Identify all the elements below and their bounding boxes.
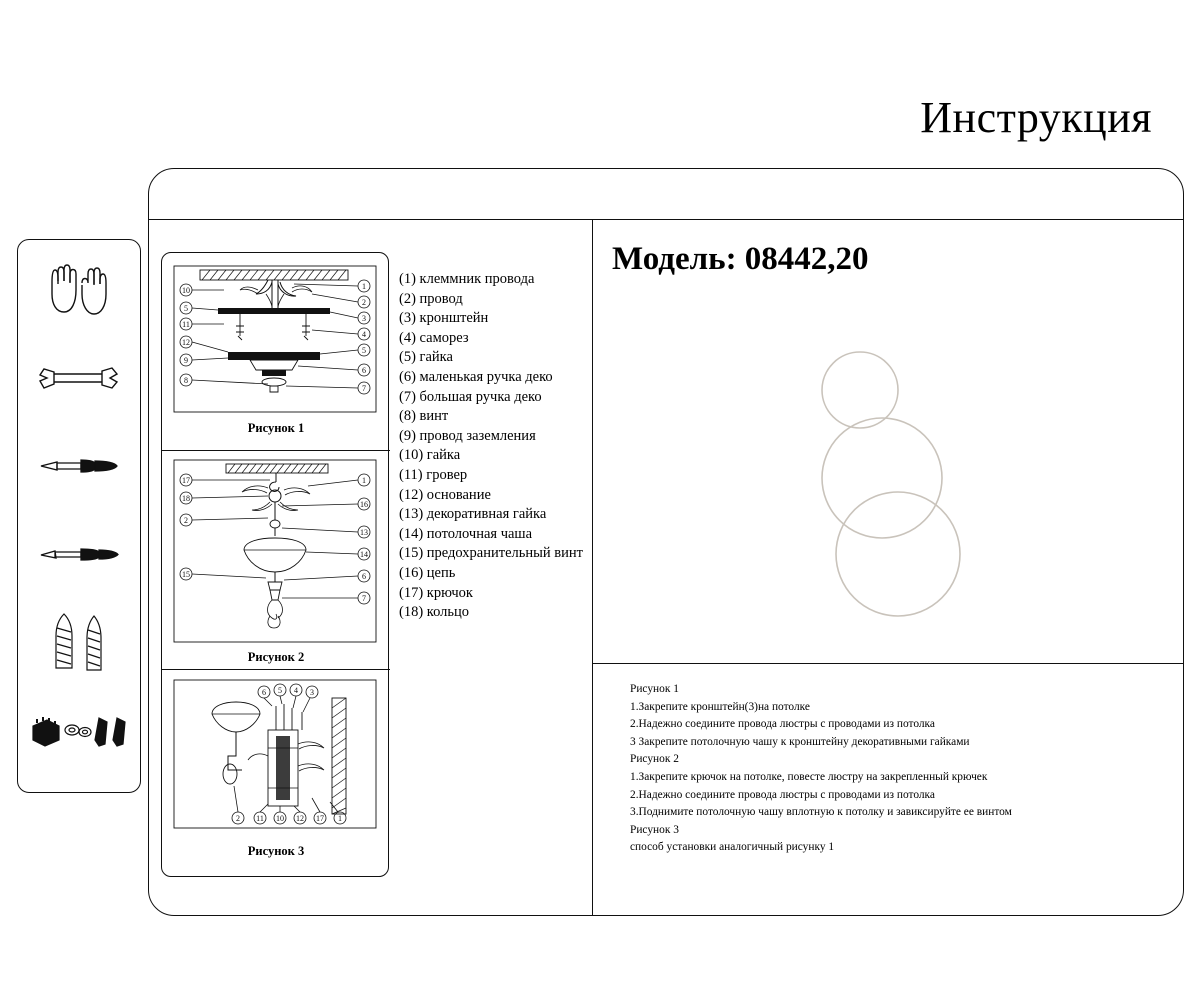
parts-legend xyxy=(399,270,585,623)
frame-top-rule xyxy=(148,219,1184,220)
instruction-line: 3.Поднимите потолочную чашу вплотную к потолку и завиксируйте ее винтом xyxy=(630,806,1012,819)
figure-1-drawing xyxy=(172,264,378,414)
callout-label: 6 xyxy=(362,572,366,581)
instruction-line: Рисунок 3 xyxy=(630,823,679,836)
callout-label: 12 xyxy=(182,338,190,347)
legend-item: (8) винт xyxy=(399,408,449,425)
legend-item: (17) крючок xyxy=(399,584,473,601)
callout-label: 1 xyxy=(338,814,342,823)
callout-label: 14 xyxy=(360,550,368,559)
frame-vertical-divider xyxy=(592,219,593,916)
callout-label: 5 xyxy=(278,686,282,695)
legend-item: (9) провод заземления xyxy=(399,427,536,444)
callout-label: 2 xyxy=(236,814,240,823)
hardware-parts-icon xyxy=(18,686,140,774)
instruction-line: 1.Закрепите кронштейн(3)на потолке xyxy=(630,700,810,713)
callout-label: 7 xyxy=(362,594,366,603)
callout-label: 2 xyxy=(362,298,366,307)
legend-item: (12) основание xyxy=(399,486,491,503)
callout-label: 18 xyxy=(182,494,190,503)
legend-item: (10) гайка xyxy=(399,447,461,464)
callout-label: 7 xyxy=(362,384,366,393)
callout-label: 4 xyxy=(362,330,366,339)
figure-1-caption: Рисунок 1 xyxy=(247,421,305,435)
legend-item: (7) большая ручка деко xyxy=(399,388,542,405)
instruction-line: способ установки аналогичный рисунку 1 xyxy=(630,841,835,854)
legend-item: (6) маленькая ручка деко xyxy=(399,368,553,385)
callout-label: 6 xyxy=(362,366,366,375)
wrench-icon xyxy=(18,334,140,422)
callout-label: 5 xyxy=(184,304,188,313)
callout-label: 17 xyxy=(316,814,324,823)
tools-panel xyxy=(17,239,141,793)
legend-item: (4) саморез xyxy=(399,329,469,346)
callout-label: 13 xyxy=(360,528,368,537)
callout-label: 4 xyxy=(294,686,298,695)
instruction-line: 3 Закрепите потолочную чашу к кронштейну декоративными гайками xyxy=(630,735,970,748)
callout-label: 10 xyxy=(182,286,190,295)
product-illustration xyxy=(760,330,1010,630)
screwdriver-flat-icon xyxy=(18,422,140,510)
frame-horizontal-divider xyxy=(592,663,1184,664)
figure-separator-2 xyxy=(162,669,390,670)
dowel-screw-icon xyxy=(18,598,140,686)
legend-item: (13) декоративная гайка xyxy=(399,506,547,523)
instruction-line: 1.Закрепите крючок на потолке, повесте люстру на закрепленный крючек xyxy=(630,770,988,783)
callout-label: 9 xyxy=(184,356,188,365)
legend-item: (2) провод xyxy=(399,290,463,307)
legend-item: (15) предохранительный винт xyxy=(399,545,583,562)
figure-2-drawing xyxy=(172,458,378,644)
callout-label: 1 xyxy=(362,476,366,485)
callout-label: 1 xyxy=(362,282,366,291)
figure-separator-1 xyxy=(162,450,390,451)
legend-item: (1) клеммник провода xyxy=(399,271,535,287)
legend-item: (16) цепь xyxy=(399,564,456,581)
callout-label: 5 xyxy=(362,346,366,355)
legend-item: (3) кронштейн xyxy=(399,310,489,327)
instruction-line: 2.Надежно соедините провода люстры с проводами из потолка xyxy=(630,788,935,801)
legend-item: (18) кольцо xyxy=(399,604,470,621)
callout-label: 16 xyxy=(360,500,368,509)
callout-label: 10 xyxy=(276,814,284,823)
instruction-line: Рисунок 2 xyxy=(630,753,679,766)
screwdriver-phillips-icon xyxy=(18,510,140,598)
figure-2-caption: Рисунок 2 xyxy=(247,650,305,664)
callout-label: 6 xyxy=(262,688,266,697)
callout-label: 12 xyxy=(296,814,304,823)
legend-item: (11) гровер xyxy=(399,466,468,483)
figure-3-caption: Рисунок 3 xyxy=(247,844,305,858)
instructions-text xyxy=(630,681,1170,857)
legend-item: (14) потолочная чаша xyxy=(399,525,533,542)
instruction-line: 2.Надежно соедините провода люстры с проводами из потолка xyxy=(630,718,935,731)
callout-label: 3 xyxy=(310,688,314,697)
callout-label: 3 xyxy=(362,314,366,323)
legend-item: (5) гайка xyxy=(399,349,453,366)
model-title: Модель: 08442,20 xyxy=(612,241,869,277)
callout-label: 11 xyxy=(182,320,190,329)
callout-label: 17 xyxy=(182,476,190,485)
callout-label: 8 xyxy=(184,376,188,385)
callout-label: 2 xyxy=(184,516,188,525)
figure-3-drawing xyxy=(172,678,378,830)
page-title: Инструкция xyxy=(920,93,1152,142)
callout-label: 11 xyxy=(256,814,264,823)
gloves-icon xyxy=(18,246,140,334)
callout-label: 15 xyxy=(182,570,190,579)
instruction-line: Рисунок 1 xyxy=(630,683,679,695)
